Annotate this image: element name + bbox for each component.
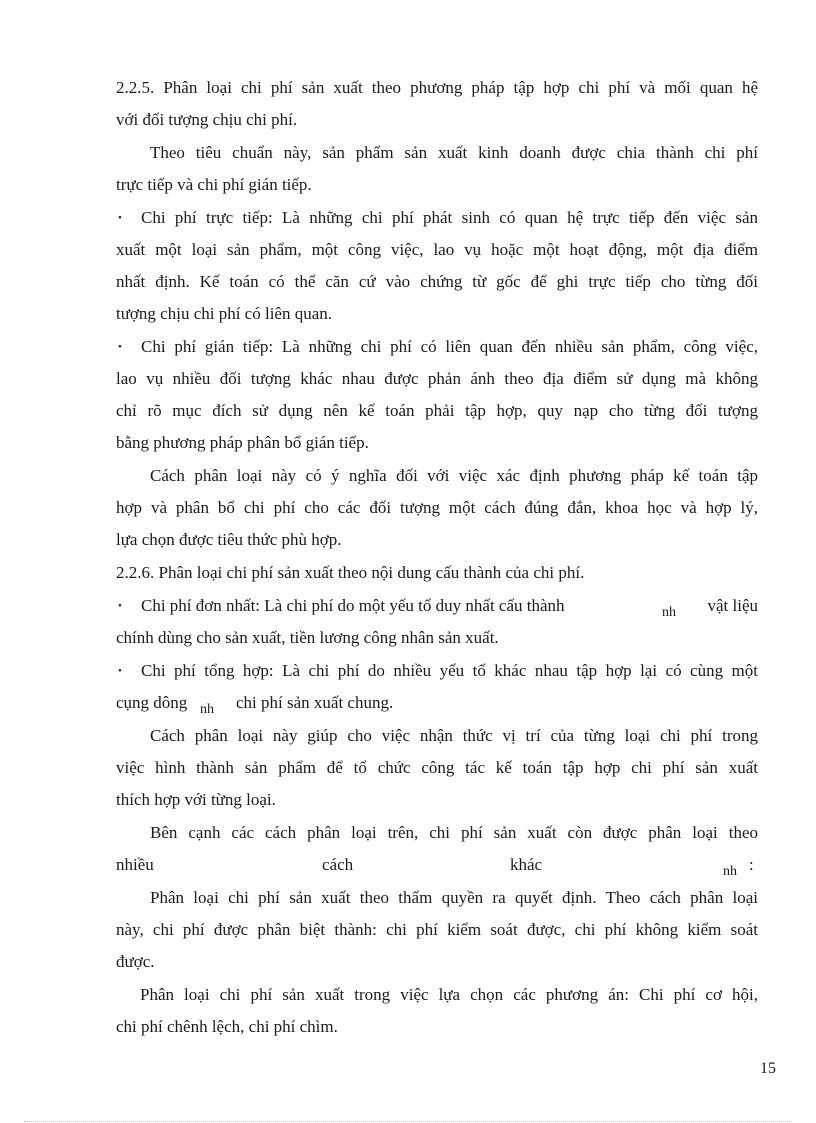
- bullet-item-line: nhất định. Kế toán có thể căn cứ vào chứng từ gốc để ghi trực tiếp cho từng đối: [116, 272, 758, 291]
- paragraph-line: trực tiếp và chi phí gián tiếp.: [116, 175, 312, 194]
- stray-fragment: nh: [200, 702, 214, 717]
- bullet-item-line: Chi phí gián tiếp: Là những chi phí có liên quan đến nhiều sản phẩm, công việc,: [141, 337, 758, 356]
- paragraph-line: Phân loại chi phí sản xuất trong việc lựa chọn các phương án: Chi phí cơ hội,: [140, 985, 758, 1004]
- paragraph-line: này, chi phí được phân biệt thành: chi phí kiểm soát được, chi phí không kiểm soát: [116, 920, 758, 939]
- spaced-word: cách: [322, 855, 354, 874]
- bullet-item-line: lao vụ nhiều đối tượng khác nhau được phản ánh theo địa điểm sử dụng mà không: [116, 369, 758, 388]
- bullet-item-line: xuất một loại sản phẩm, một công việc, lao vụ hoặc một hoạt động, một địa điểm: [116, 240, 758, 259]
- bullet-item-line: chỉ rõ mục đích sử dụng nên kế toán phải tập hợp, quy nạp cho từng đối tượng: [116, 401, 758, 420]
- paragraph-line: Cách phân loại này có ý nghĩa đối với việc xác định phương pháp kế toán tập: [150, 466, 758, 485]
- page-bottom-divider: [24, 1121, 792, 1122]
- bullet-item-line: Chi phí trực tiếp: Là những chi phí phát sinh có quan hệ trực tiếp đến việc sản: [141, 208, 758, 227]
- bullet-item-line-end: chi phí sản xuất chung.: [236, 693, 394, 712]
- paragraph-line: Phân loại chi phí sản xuất theo thẩm quyền ra quyết định. Theo cách phân loại: [150, 888, 758, 907]
- stray-fragment: nh: [723, 864, 737, 879]
- bullet-item-line-end: vật liệu: [707, 596, 758, 615]
- heading-2-2-6: 2.2.6. Phân loại chi phí sản xuất theo nội dung cấu thành của chi phí.: [116, 563, 585, 582]
- heading-2-2-5-line-1: 2.2.5. Phân loại chi phí sản xuất theo phương pháp tập hợp chi phí và mối quan hệ: [116, 78, 758, 97]
- paragraph-line: Theo tiêu chuẩn này, sản phẩm sản xuất kinh doanh được chia thành chi phí: [150, 143, 758, 162]
- spaced-word: khác: [510, 855, 543, 874]
- bullet-item-line: Chi phí đơn nhất: Là chi phí do một yếu tố duy nhất cấu thành: [141, 596, 565, 615]
- spaced-word: nhiều: [116, 855, 154, 874]
- stray-fragment: nh: [662, 605, 676, 620]
- paragraph-line: việc hình thành sản phẩm để tổ chức công tác kế toán tập hợp chi phí sản xuất: [116, 758, 758, 777]
- bullet-item-line: cụng dông: [116, 693, 188, 712]
- bullet-item-line: bằng phương pháp phân bổ gián tiếp.: [116, 433, 369, 452]
- bullet-item-line: chính dùng cho sản xuất, tiền lương công nhân sản xuất.: [116, 628, 499, 647]
- bullet-icon: •: [118, 341, 122, 353]
- bullet-icon: •: [118, 600, 122, 612]
- bullet-item-line: Chi phí tổng hợp: Là chi phí do nhiều yếu tố khác nhau tập hợp lại có cùng một: [141, 661, 758, 680]
- bullet-icon: •: [118, 665, 122, 677]
- paragraph-line: thích hợp với từng loại.: [116, 790, 276, 809]
- paragraph-line: hợp và phân bổ chi phí cho các đối tượng một cách đúng đắn, khoa học và hợp lý,: [116, 498, 758, 517]
- paragraph-line: Cách phân loại này giúp cho việc nhận thức vị trí của từng loại chi phí trong: [150, 726, 758, 745]
- page-number: 15: [760, 1060, 776, 1077]
- paragraph-line: Bên cạnh các cách phân loại trên, chi phí sản xuất còn được phân loại theo: [150, 823, 758, 842]
- paragraph-line: chi phí chênh lệch, chi phí chìm.: [116, 1017, 338, 1036]
- bullet-item-line: tượng chịu chi phí có liên quan.: [116, 304, 333, 323]
- bullet-icon: •: [118, 212, 122, 224]
- paragraph-line: được.: [116, 952, 155, 971]
- paragraph-line: lựa chọn được tiêu thức phù hợp.: [116, 530, 342, 549]
- heading-2-2-5-line-2: với đối tượng chịu chi phí.: [116, 110, 298, 129]
- colon-mark: :: [749, 855, 754, 874]
